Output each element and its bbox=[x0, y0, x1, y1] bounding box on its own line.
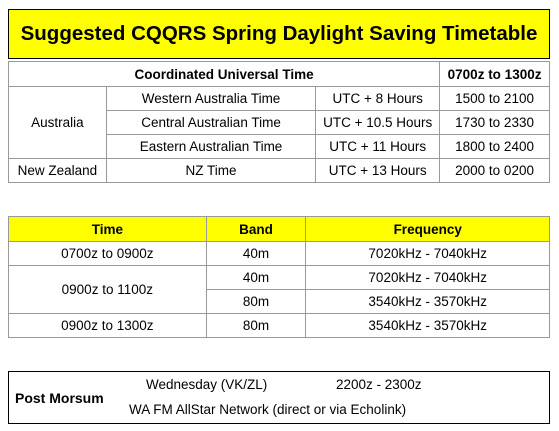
post-morsum-box bbox=[8, 371, 550, 424]
band-cell: 40m bbox=[206, 266, 306, 290]
time-cell: 0900z to 1300z bbox=[9, 314, 207, 338]
frequency-cell: 7020kHz - 7040kHz bbox=[306, 266, 550, 290]
offset-cell: UTC + 10.5 Hours bbox=[316, 111, 440, 135]
utc-range-header: 0700z to 1300z bbox=[440, 62, 550, 87]
post-morsum-time: 2200z - 2300z bbox=[336, 377, 422, 392]
post-morsum-network: WA FM AllStar Network (direct or via Echolink) bbox=[129, 402, 407, 417]
offset-cell: UTC + 8 Hours bbox=[316, 87, 440, 111]
table-row bbox=[9, 87, 550, 111]
utc-header: Coordinated Universal Time bbox=[9, 62, 440, 87]
band-cell: 80m bbox=[206, 290, 306, 314]
band-header: Band bbox=[206, 217, 306, 242]
region-cell: New Zealand bbox=[9, 159, 107, 183]
table-row bbox=[9, 266, 550, 290]
post-morsum-day: Wednesday (VK/ZL) bbox=[146, 377, 268, 392]
post-morsum-label: Post Morsum bbox=[15, 390, 104, 406]
frequency-cell: 7020kHz - 7040kHz bbox=[306, 242, 550, 266]
table-header-row bbox=[9, 62, 550, 87]
page-title: Suggested CQQRS Spring Daylight Saving Timetable bbox=[8, 9, 550, 59]
frequency-cell: 3540kHz - 3570kHz bbox=[306, 290, 550, 314]
band-cell: 80m bbox=[206, 314, 306, 338]
zone-cell: NZ Time bbox=[106, 159, 315, 183]
table-row bbox=[9, 314, 550, 338]
table-header-row bbox=[9, 217, 550, 242]
local-time-cell: 1730 to 2330 bbox=[440, 111, 550, 135]
local-time-cell: 2000 to 0200 bbox=[440, 159, 550, 183]
offset-cell: UTC + 13 Hours bbox=[316, 159, 440, 183]
offset-cell: UTC + 11 Hours bbox=[316, 135, 440, 159]
band-schedule-table bbox=[8, 216, 550, 338]
local-time-cell: 1800 to 2400 bbox=[440, 135, 550, 159]
frequency-cell: 3540kHz - 3570kHz bbox=[306, 314, 550, 338]
table-row bbox=[9, 159, 550, 183]
zone-cell: Western Australia Time bbox=[106, 87, 315, 111]
local-time-cell: 1500 to 2100 bbox=[440, 87, 550, 111]
zone-cell: Central Australian Time bbox=[106, 111, 315, 135]
band-cell: 40m bbox=[206, 242, 306, 266]
region-cell: Australia bbox=[9, 87, 107, 159]
utc-conversion-table bbox=[8, 61, 550, 183]
time-header: Time bbox=[9, 217, 207, 242]
table-row bbox=[9, 242, 550, 266]
time-cell: 0900z to 1100z bbox=[9, 266, 207, 314]
frequency-header: Frequency bbox=[306, 217, 550, 242]
zone-cell: Eastern Australian Time bbox=[106, 135, 315, 159]
time-cell: 0700z to 0900z bbox=[9, 242, 207, 266]
